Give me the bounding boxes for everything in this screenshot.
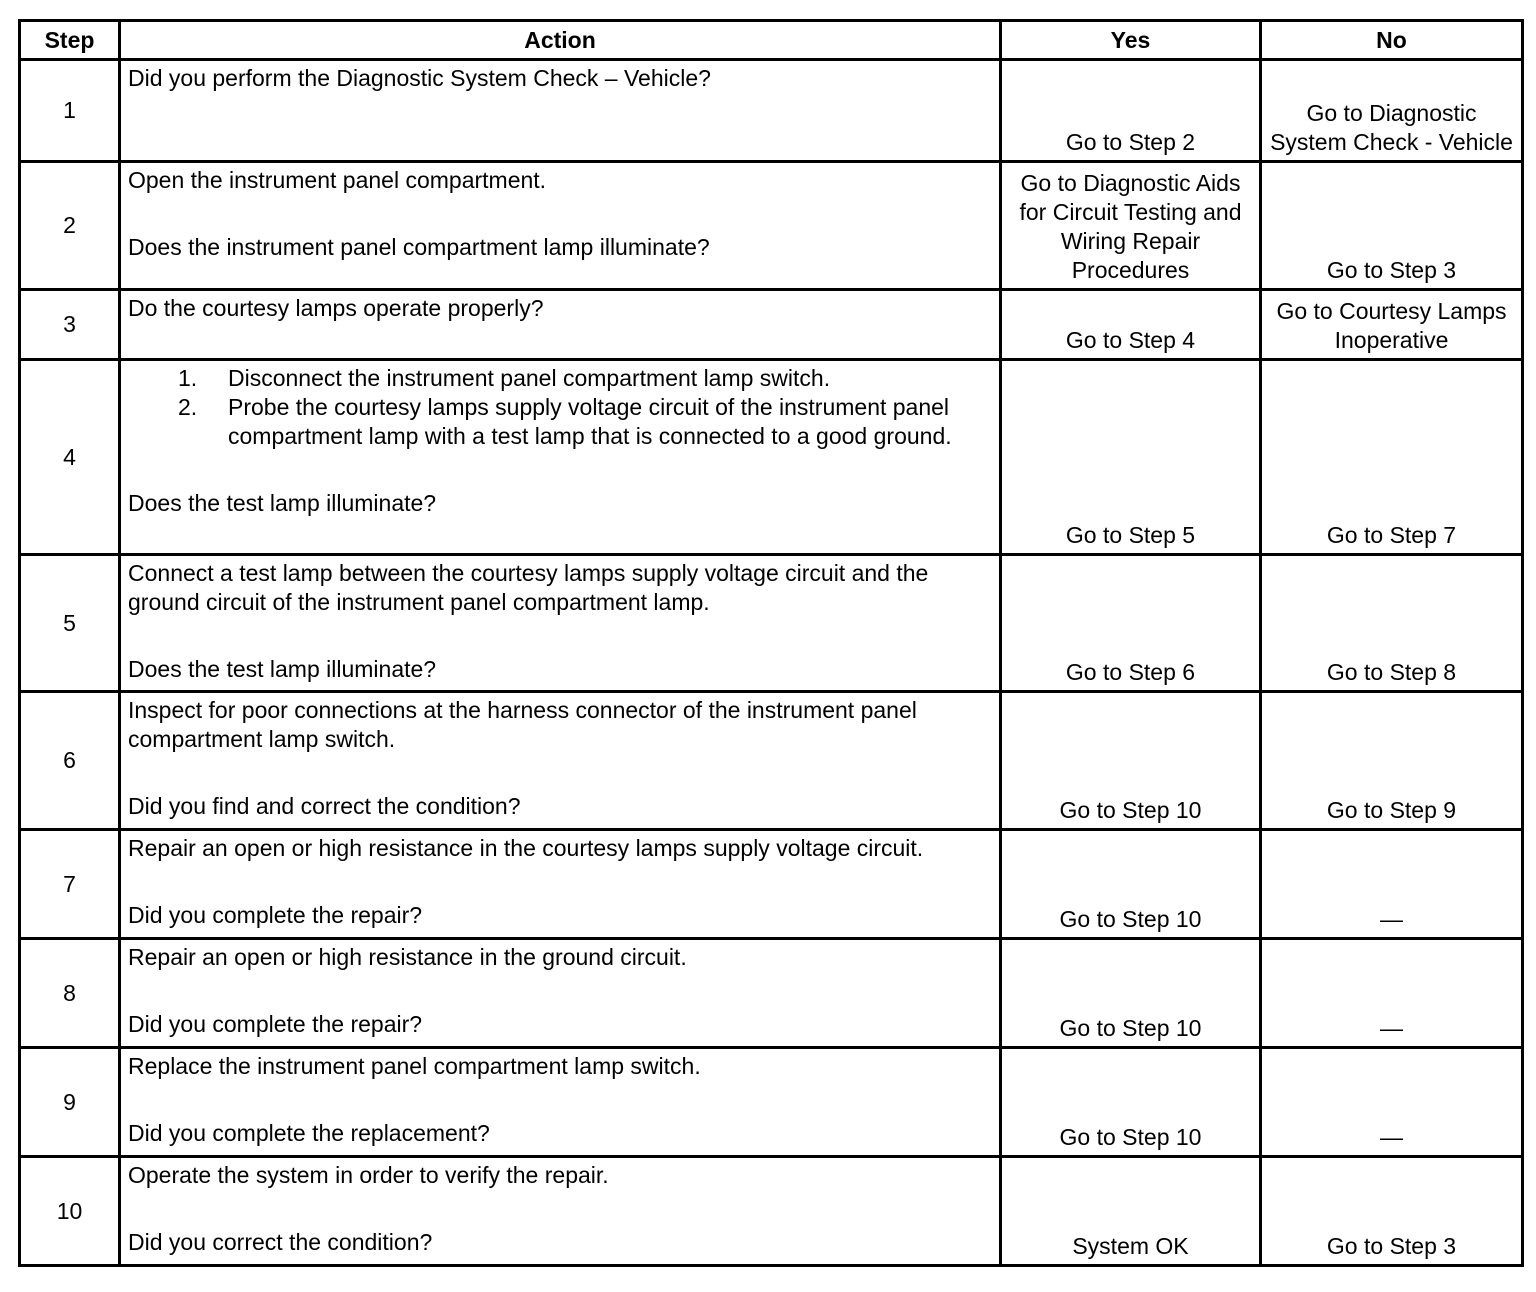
table-row	[20, 290, 1523, 360]
header-no: No	[1261, 21, 1523, 60]
action-cell	[120, 360, 1001, 555]
table-row	[20, 692, 1523, 830]
no-cell: Go to Diagnostic System Check - Vehicle	[1261, 60, 1523, 162]
action-list-item	[178, 393, 993, 451]
diagnostic-table	[18, 19, 1524, 1267]
action-list	[128, 364, 993, 451]
action-cell	[120, 162, 1001, 290]
step-number: 4	[20, 360, 120, 555]
list-text: Probe the courtesy lamps supply voltage circuit of the instrument panel compartment lamp with a test lamp that is connected to a good ground.	[228, 394, 952, 449]
list-text: Disconnect the instrument panel compartment lamp switch.	[228, 365, 831, 391]
action-text: Operate the system in order to verify the repair.	[128, 1162, 609, 1188]
action-cell	[120, 60, 1001, 162]
action-cell	[120, 1048, 1001, 1157]
step-number: 3	[20, 290, 120, 360]
yes-cell: Go to Step 5	[1001, 360, 1261, 555]
action-list-item	[178, 364, 993, 393]
step-number: 9	[20, 1048, 120, 1157]
action-text: Open the instrument panel compartment.	[128, 167, 547, 193]
table-row	[20, 939, 1523, 1048]
no-cell: Go to Courtesy Lamps Inoperative	[1261, 290, 1523, 360]
action-question: Did you complete the replacement?	[128, 1120, 490, 1146]
action-cell	[120, 290, 1001, 360]
table-row	[20, 555, 1523, 692]
action-text: Did you perform the Diagnostic System Check – Vehicle?	[128, 65, 711, 91]
action-text: Repair an open or high resistance in the ground circuit.	[128, 944, 687, 970]
step-number: 7	[20, 830, 120, 939]
action-cell	[120, 555, 1001, 692]
action-question: Does the test lamp illuminate?	[128, 490, 437, 516]
yes-cell: Go to Step 10	[1001, 692, 1261, 830]
step-number: 2	[20, 162, 120, 290]
action-cell	[120, 830, 1001, 939]
table-row	[20, 1157, 1523, 1266]
list-number: 1.	[178, 365, 198, 391]
yes-cell: Go to Step 10	[1001, 1048, 1261, 1157]
yes-cell: Go to Step 10	[1001, 830, 1261, 939]
step-number: 8	[20, 939, 120, 1048]
yes-cell: Go to Step 10	[1001, 939, 1261, 1048]
no-cell: Go to Step 8	[1261, 555, 1523, 692]
no-cell: Go to Step 9	[1261, 692, 1523, 830]
action-question: Did you complete the repair?	[128, 1011, 423, 1037]
table-row	[20, 162, 1523, 290]
no-cell: Go to Step 3	[1261, 162, 1523, 290]
step-number: 10	[20, 1157, 120, 1266]
no-cell: —	[1261, 939, 1523, 1048]
table-row	[20, 60, 1523, 162]
action-question: Does the instrument panel compartment lamp illuminate?	[128, 234, 710, 260]
no-cell: Go to Step 7	[1261, 360, 1523, 555]
yes-cell: Go to Step 2	[1001, 60, 1261, 162]
action-text: Do the courtesy lamps operate properly?	[128, 295, 544, 321]
action-text: Inspect for poor connections at the harness connector of the instrument panel compartment lamp switch.	[128, 697, 917, 752]
header-action: Action	[120, 21, 1001, 60]
step-number: 5	[20, 555, 120, 692]
action-question: Did you correct the condition?	[128, 1229, 433, 1255]
yes-cell: Go to Diagnostic Aids for Circuit Testing and Wiring Repair Procedures	[1001, 162, 1261, 290]
action-cell	[120, 692, 1001, 830]
table-row	[20, 1048, 1523, 1157]
yes-cell: System OK	[1001, 1157, 1261, 1266]
table-row	[20, 830, 1523, 939]
header-step: Step	[20, 21, 120, 60]
step-number: 6	[20, 692, 120, 830]
no-cell: Go to Step 3	[1261, 1157, 1523, 1266]
list-number: 2.	[178, 394, 198, 420]
no-cell: —	[1261, 830, 1523, 939]
table-row	[20, 360, 1523, 555]
action-text: Repair an open or high resistance in the courtesy lamps supply voltage circuit.	[128, 835, 924, 861]
action-cell	[120, 939, 1001, 1048]
yes-cell: Go to Step 4	[1001, 290, 1261, 360]
yes-cell: Go to Step 6	[1001, 555, 1261, 692]
action-text: Connect a test lamp between the courtesy lamps supply voltage circuit and the ground circuit of the instrument panel compartment lamp.	[128, 560, 929, 615]
action-question: Did you find and correct the condition?	[128, 793, 521, 819]
action-cell	[120, 1157, 1001, 1266]
action-question: Does the test lamp illuminate?	[128, 656, 437, 682]
action-question: Did you complete the repair?	[128, 902, 423, 928]
action-text: Replace the instrument panel compartment lamp switch.	[128, 1053, 701, 1079]
no-cell: —	[1261, 1048, 1523, 1157]
header-yes: Yes	[1001, 21, 1261, 60]
header-row	[20, 21, 1523, 60]
step-number: 1	[20, 60, 120, 162]
